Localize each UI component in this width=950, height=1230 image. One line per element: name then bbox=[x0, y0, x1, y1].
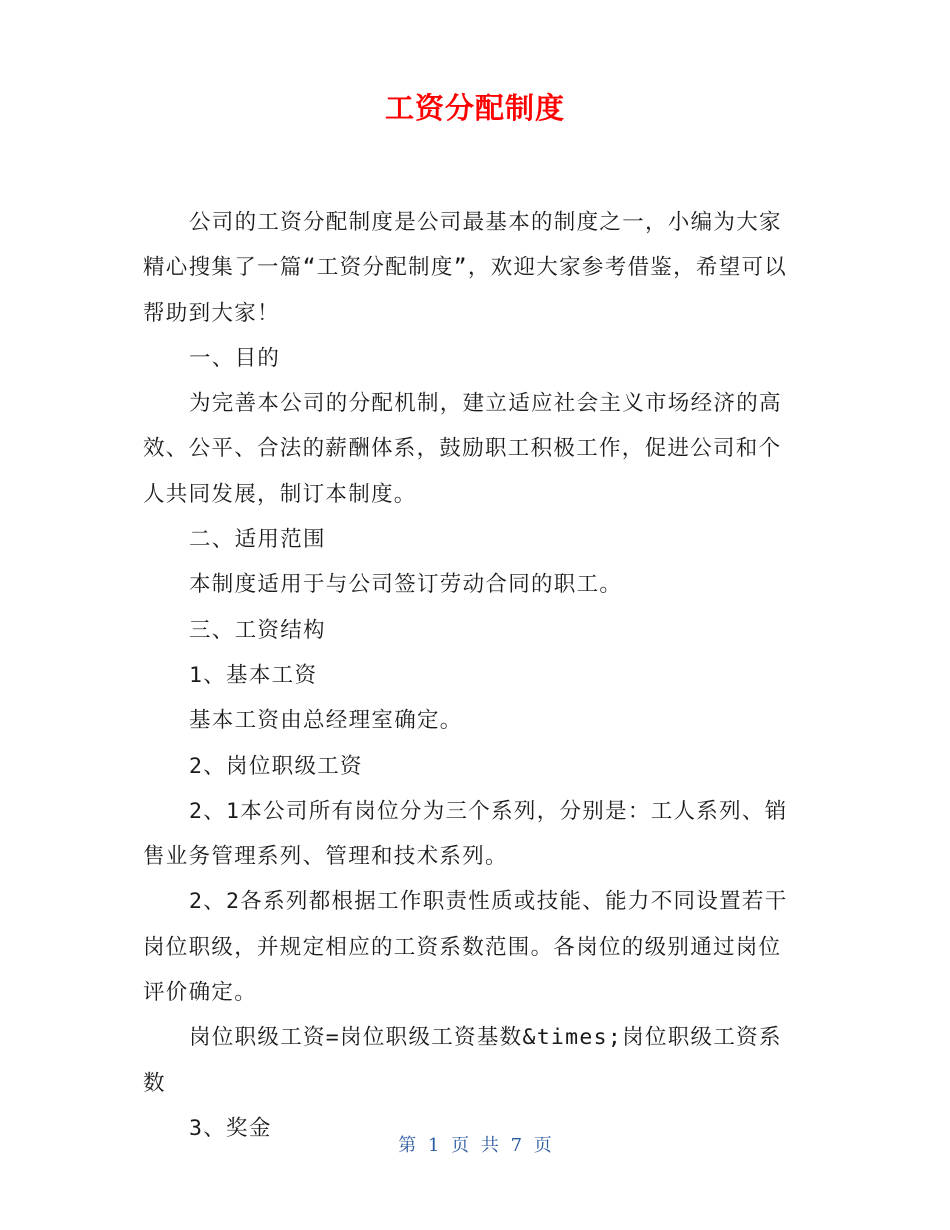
scope-paragraph: 本制度适用于与公司签订劳动合同的职工。 bbox=[189, 572, 623, 598]
section-heading-structure: 三、工资结构 bbox=[189, 617, 326, 643]
page-number-footer: 第 1 页 共 7 页 bbox=[398, 1135, 552, 1156]
base-salary-paragraph: 基本工资由总经理室确定。 bbox=[189, 708, 463, 734]
section-heading-purpose: 一、目的 bbox=[189, 345, 281, 371]
purpose-paragraph: 为完善本公司的分配机制，建立适应社会主义市场经济的高效、公平、合法的薪酬体系，鼓励职工积极工作，促进公司和个人共同发展，制订本制度。 bbox=[143, 391, 782, 507]
section-heading-scope: 二、适用范围 bbox=[189, 527, 326, 553]
intro-paragraph: 公司的工资分配制度是公司最基本的制度之一，小编为大家精心搜集了一篇“工资分配制度”，欢迎大家参考借鉴，希望可以帮助到大家！ bbox=[143, 210, 788, 326]
document-title: 工资分配制度 bbox=[384, 91, 565, 125]
subheading-base-salary: 1、基本工资 bbox=[189, 662, 318, 688]
document-body bbox=[143, 200, 803, 1151]
position-series-paragraph: 2、1本公司所有岗位分为三个系列，分别是：工人系列、销售业务管理系列、管理和技术系列。 bbox=[143, 798, 788, 870]
position-grade-paragraph: 2、2各系列都根据工作职责性质或技能、能力不同设置若干岗位职级，并规定相应的工资系数范围。各岗位的级别通过岗位评价确定。 bbox=[143, 889, 788, 1006]
subheading-bonus: 3、奖金 bbox=[189, 1115, 272, 1141]
subheading-position-salary: 2、岗位职级工资 bbox=[189, 753, 363, 779]
salary-formula: 岗位职级工资=岗位职级工资基数&times;岗位职级工资系数 bbox=[143, 1025, 782, 1096]
